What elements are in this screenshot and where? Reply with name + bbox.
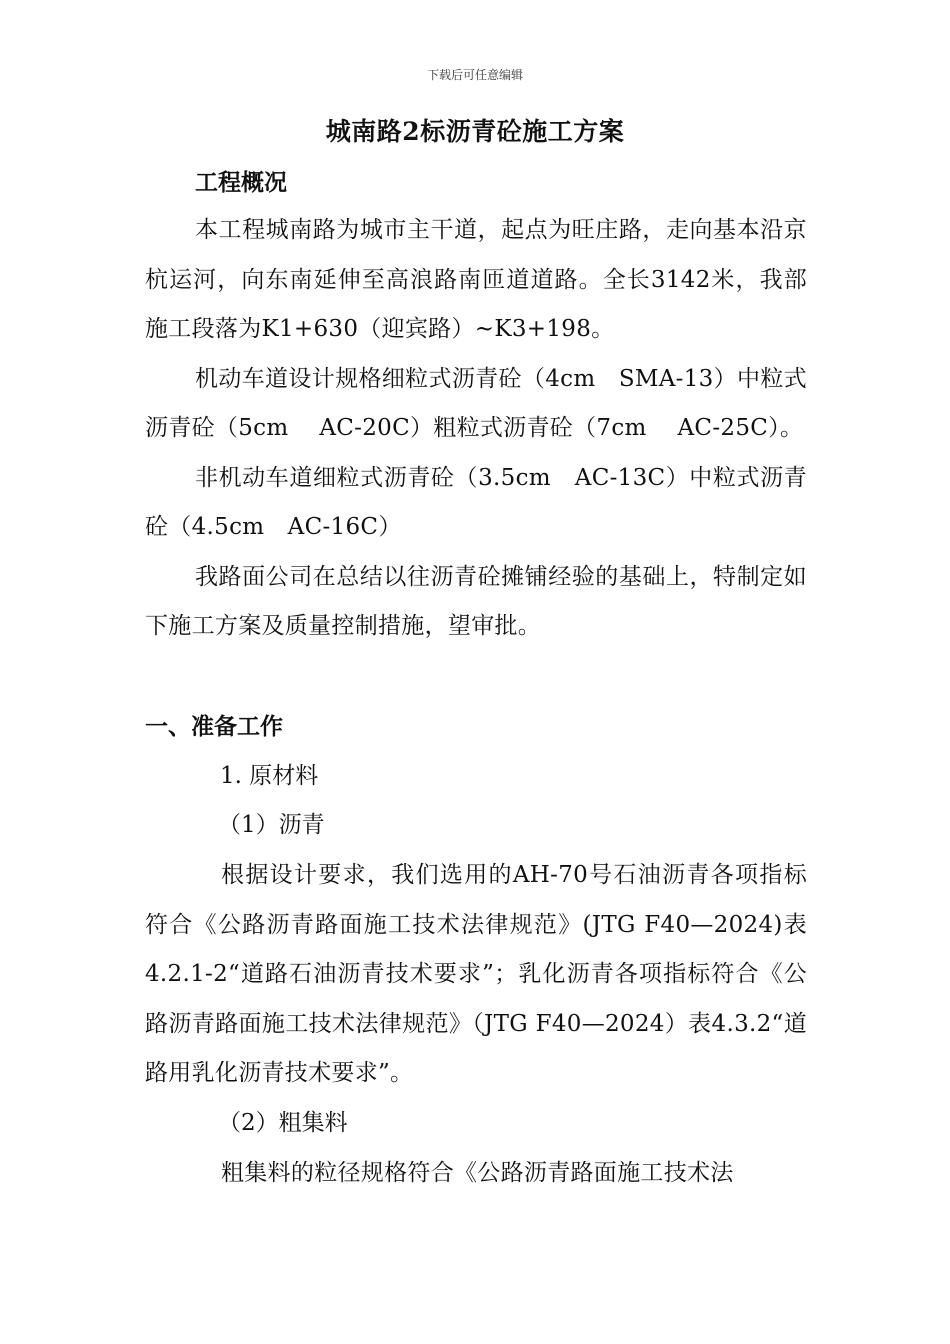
asphalt-body [145, 851, 807, 1099]
overview-paragraph-2: 机动车道设计规格细粒式沥青砼（4cm SMA-13）中粒式沥青砼（5cm AC-20C）粗粒式沥青砼（7cm AC-25C）。 [145, 365, 807, 441]
subsection-raw-materials: 1. 原材料 [220, 763, 319, 789]
coarse-aggregate-body [145, 1149, 807, 1199]
asphalt-paragraph: 根据设计要求，我们选用的AH-70号石油沥青各项指标符合《公路沥青路面施工技术法律规范》(JTG F40—2024)表4.2.1-2“道路石油沥青技术要求”；乳化沥青各项指标符合《公路沥青路面施工技术法律规范》（JTG F40—2024）表4.3.2“道路用乳化沥青技术要求”。 [145, 862, 807, 1086]
document-title: 城南路2标沥青砼施工方案 [325, 117, 625, 146]
overview-paragraph-3: 非机动车道细粒式沥青砼（3.5cm AC-13C）中粒式沥青砼（4.5cm AC-16C） [145, 464, 807, 540]
coarse-aggregate-paragraph: 粗集料的粒径规格符合《公路沥青路面施工技术法 [221, 1160, 734, 1186]
item-coarse-aggregate-heading: （2）粗集料 [218, 1110, 348, 1136]
overview-paragraph-4: 我路面公司在总结以往沥青砼摊铺经验的基础上，特制定如下施工方案及质量控制措施，望审批。 [145, 563, 807, 639]
overview-paragraph-1: 本工程城南路为城市主干道，起点为旺庄路，走向基本沿京杭运河，向东南延伸至高浪路南匝道道路。全长3142米，我部施工段落为K1+630（迎宾路）~K3+198。 [145, 217, 807, 342]
header-note: 下载后可任意编辑 [426, 68, 523, 82]
section-1-heading: 一、准备工作 [145, 713, 283, 740]
overview-heading: 工程概况 [195, 169, 287, 196]
item-asphalt-heading: （1）沥青 [218, 812, 325, 838]
overview-body [145, 206, 807, 652]
